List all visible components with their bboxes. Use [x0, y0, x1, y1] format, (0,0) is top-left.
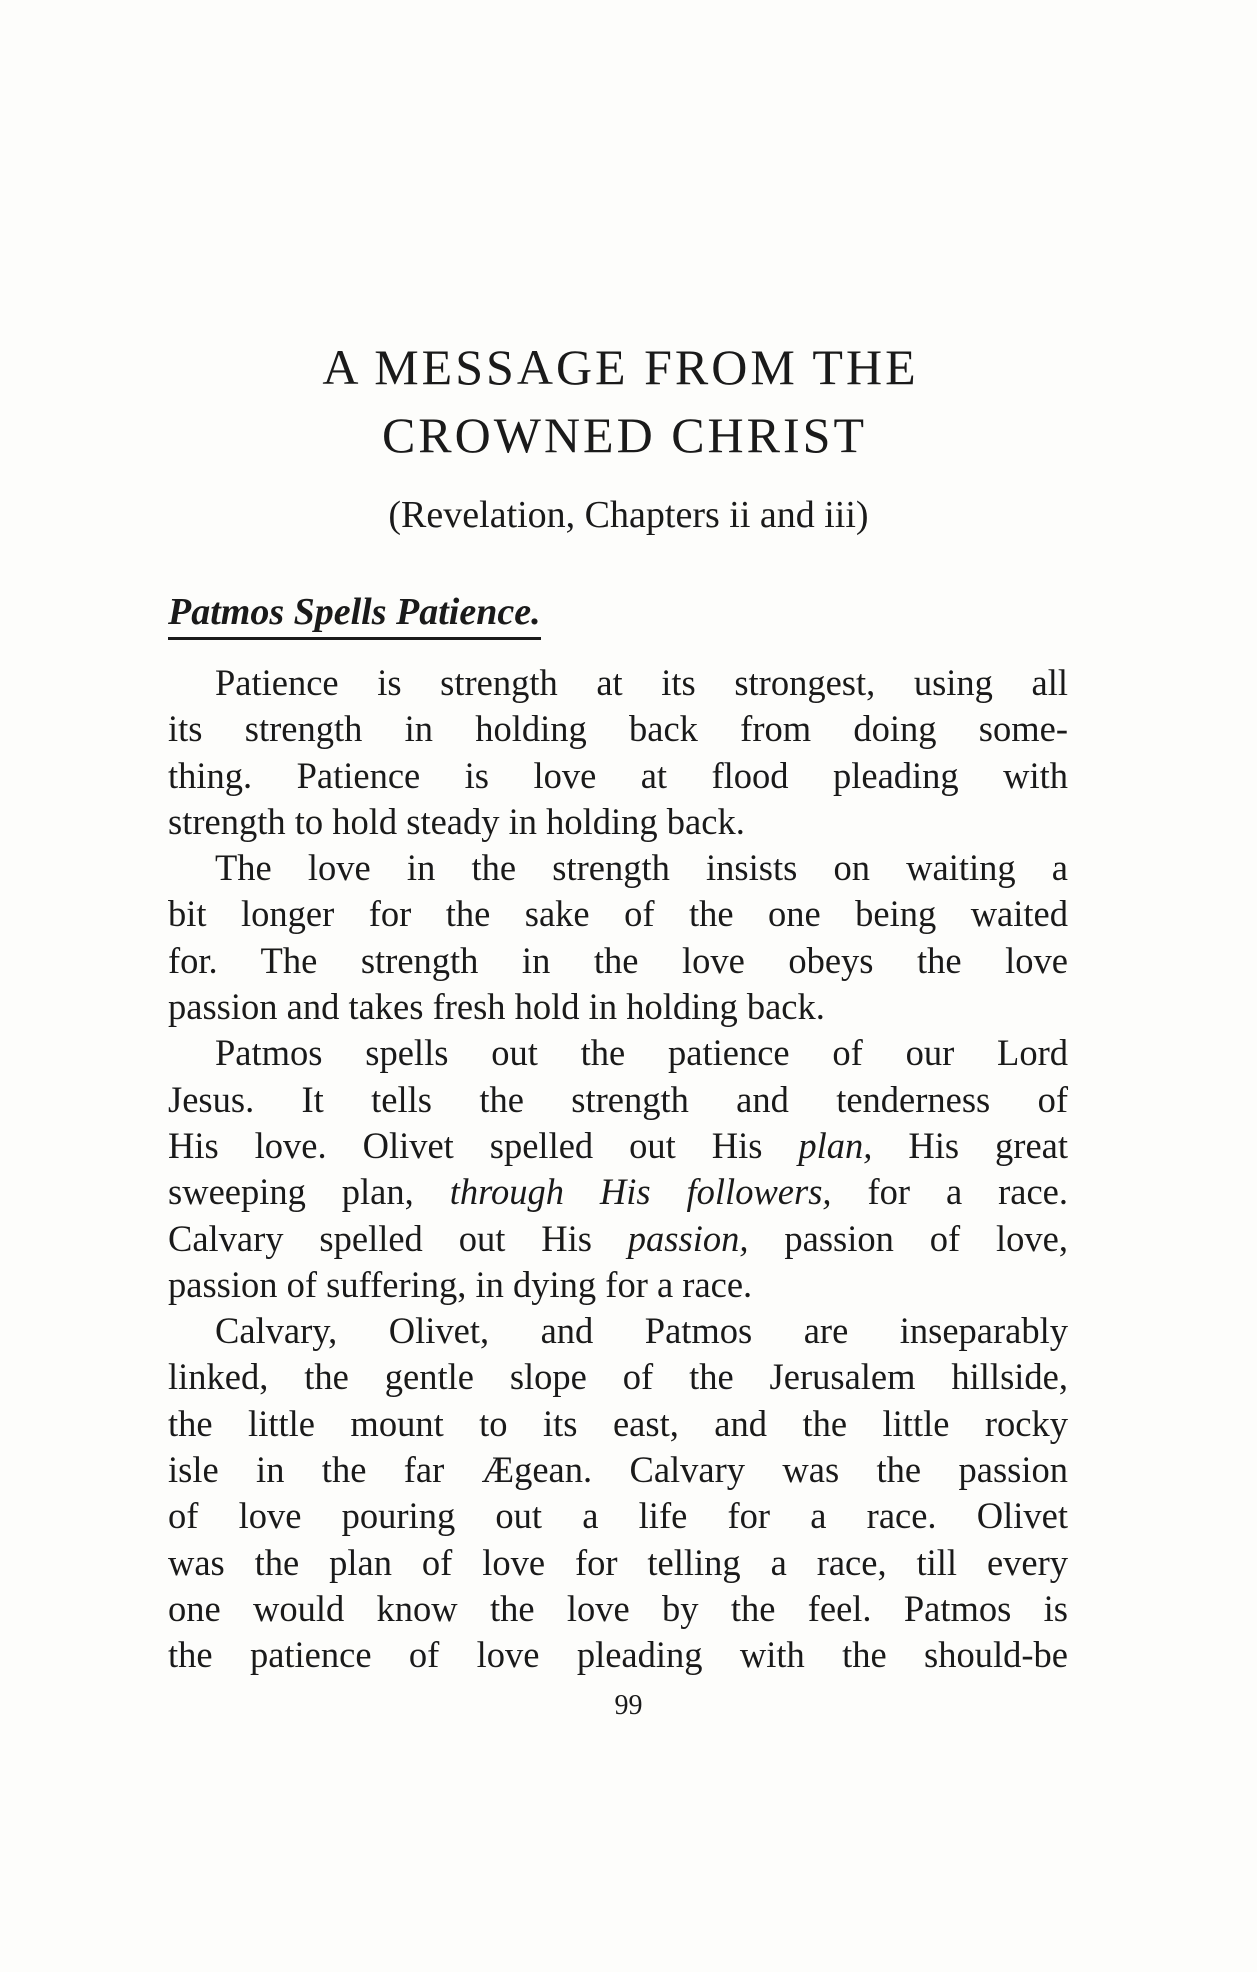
- body-paragraph: [168, 1308, 1068, 1678]
- chapter-title-line-1: A MESSAGE FROM THE: [322, 339, 919, 395]
- chapter-subtitle: (Revelation, Chapters ii and iii): [388, 494, 869, 536]
- text-line: isle in the far Ægean. Calvary was the passion: [168, 1449, 1068, 1491]
- text-line: Patience is strength at its strongest, using all: [215, 662, 1068, 703]
- text-line: His love. Olivet spelled out His plan, His great: [168, 1124, 1068, 1166]
- text-line: of love pouring out a life for a race. Olivet: [168, 1495, 1068, 1537]
- text-line: linked, the gentle slope of the Jerusalem hillside,: [168, 1356, 1068, 1398]
- text-line: passion and takes fresh hold in holding back.: [168, 986, 825, 1028]
- section-heading: Patmos Spells Patience.: [168, 593, 541, 640]
- body-paragraph: [168, 845, 1068, 1030]
- body-paragraph: [168, 1030, 1068, 1308]
- text-line: thing. Patience is love at flood pleading with: [168, 754, 1068, 796]
- text-line: bit longer for the sake of the one being waited: [168, 893, 1068, 935]
- text-line: Patmos spells out the patience of our Lord: [215, 1032, 1068, 1074]
- text-line: Jesus. It tells the strength and tenderness of: [168, 1078, 1068, 1120]
- text-line: the little mount to its east, and the little rocky: [168, 1402, 1068, 1444]
- text-line: for. The strength in the love obeys the love: [168, 939, 1068, 981]
- text-line: one would know the love by the feel. Patmos is: [168, 1587, 1068, 1629]
- text-line: the patience of love pleading with the should-be: [168, 1634, 1068, 1676]
- text-line: Calvary spelled out His passion, passion of love,: [168, 1217, 1068, 1259]
- page-number: 99: [614, 1690, 643, 1721]
- chapter-title-line-2: CROWNED CHRIST: [381, 407, 868, 463]
- text-line: The love in the strength insists on waiting a: [215, 847, 1068, 889]
- text-line: was the plan of love for telling a race, till every: [168, 1541, 1068, 1583]
- text-line: strength to hold steady in holding back.: [168, 800, 745, 842]
- body-paragraph: [168, 660, 1068, 845]
- text-line: Calvary, Olivet, and Patmos are inseparably: [215, 1310, 1068, 1352]
- text-line: sweeping plan, through His followers, for a race.: [168, 1171, 1068, 1213]
- text-line: its strength in holding back from doing some-: [168, 708, 1068, 750]
- body-text: [168, 660, 1068, 1679]
- text-line: passion of suffering, in dying for a race.: [168, 1263, 753, 1305]
